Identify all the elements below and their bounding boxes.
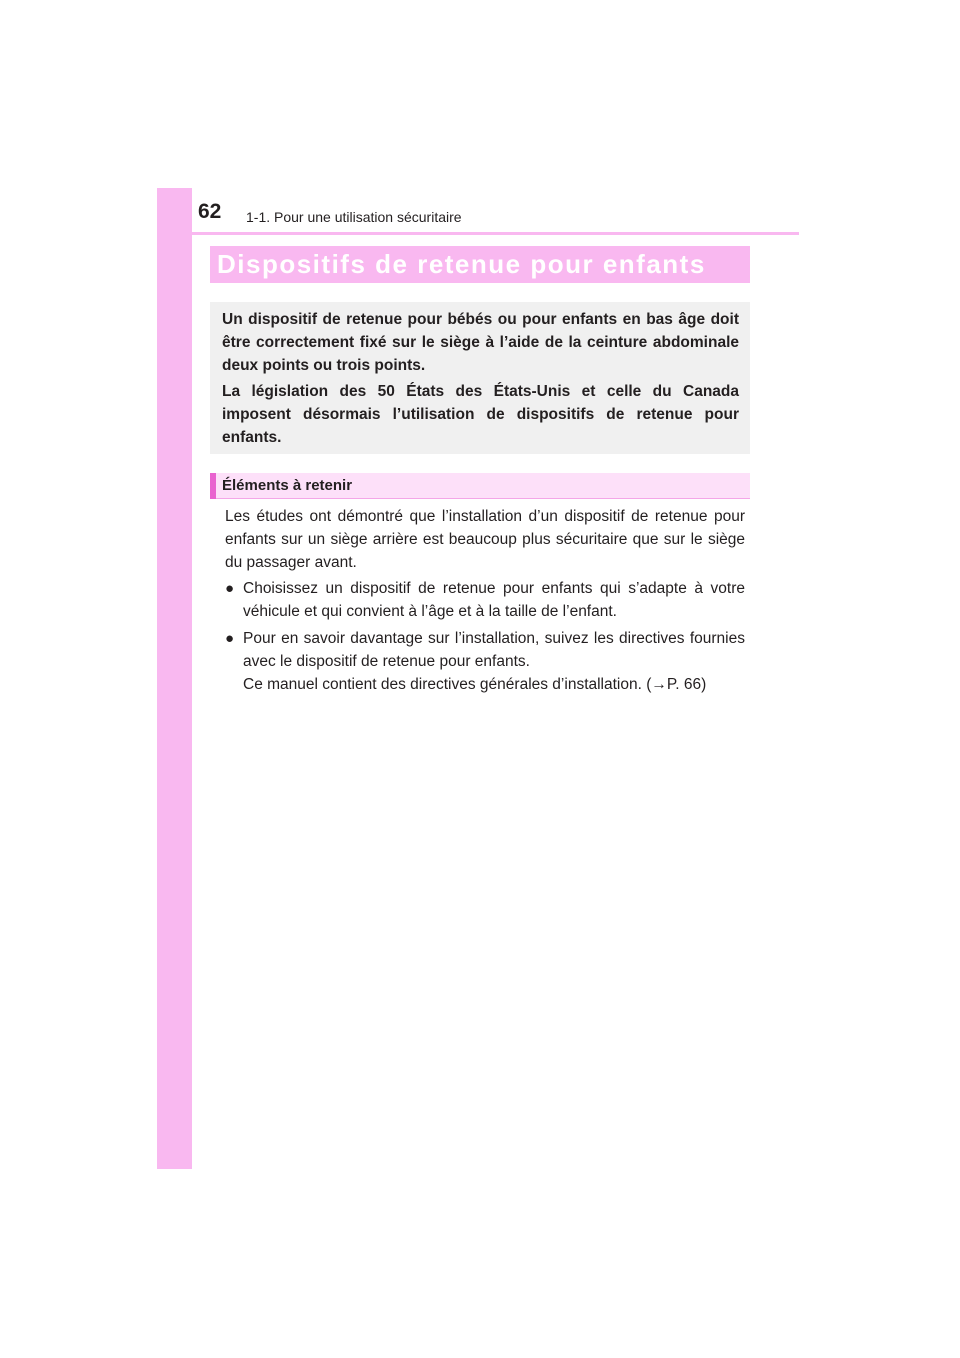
page-number: 62 xyxy=(198,200,222,223)
bullet-item-1: Choisissez un dispositif de retenue pour enfants qui s’adapte à votre véhicule et qui convient à l’âge et à la taille de l’enfant. xyxy=(243,580,745,620)
summary-paragraph-1: Un dispositif de retenue pour bébés ou pour enfants en bas âge doit être correctement fixé sur le siège à l’aide de la ceinture abdominale deux points ou trois points. xyxy=(222,311,739,374)
intro-paragraph: Les études ont démontré que l’installation d’un dispositif de retenue pour enfants sur un siège arrière est beaucoup plus sécuritaire que sur le siège du passager avant. xyxy=(225,508,745,571)
header-rule xyxy=(157,232,799,235)
bullet-icon: ● xyxy=(225,630,235,647)
bullet-item-2-reference: Ce manuel contient des directives générales d’installation. (→P. 66) xyxy=(243,676,707,693)
bullet-item-2: Pour en savoir davantage sur l’installation, suivez les directives fournies avec le dispositif de retenue pour enfants. xyxy=(243,630,745,670)
section-title: Dispositifs de retenue pour enfants xyxy=(217,249,706,279)
subsection-title: Éléments à retenir xyxy=(222,477,353,494)
running-title: 1-1. Pour une utilisation sécuritaire xyxy=(246,209,462,225)
sidebar-tab xyxy=(157,188,192,1169)
subsection-accent xyxy=(210,473,216,499)
bullet-icon: ● xyxy=(225,580,235,597)
summary-paragraph-2: La législation des 50 États des États-Unis et celle du Canada imposent désormais l’utilisation de dispositifs de retenue pour enfants. xyxy=(222,383,739,446)
